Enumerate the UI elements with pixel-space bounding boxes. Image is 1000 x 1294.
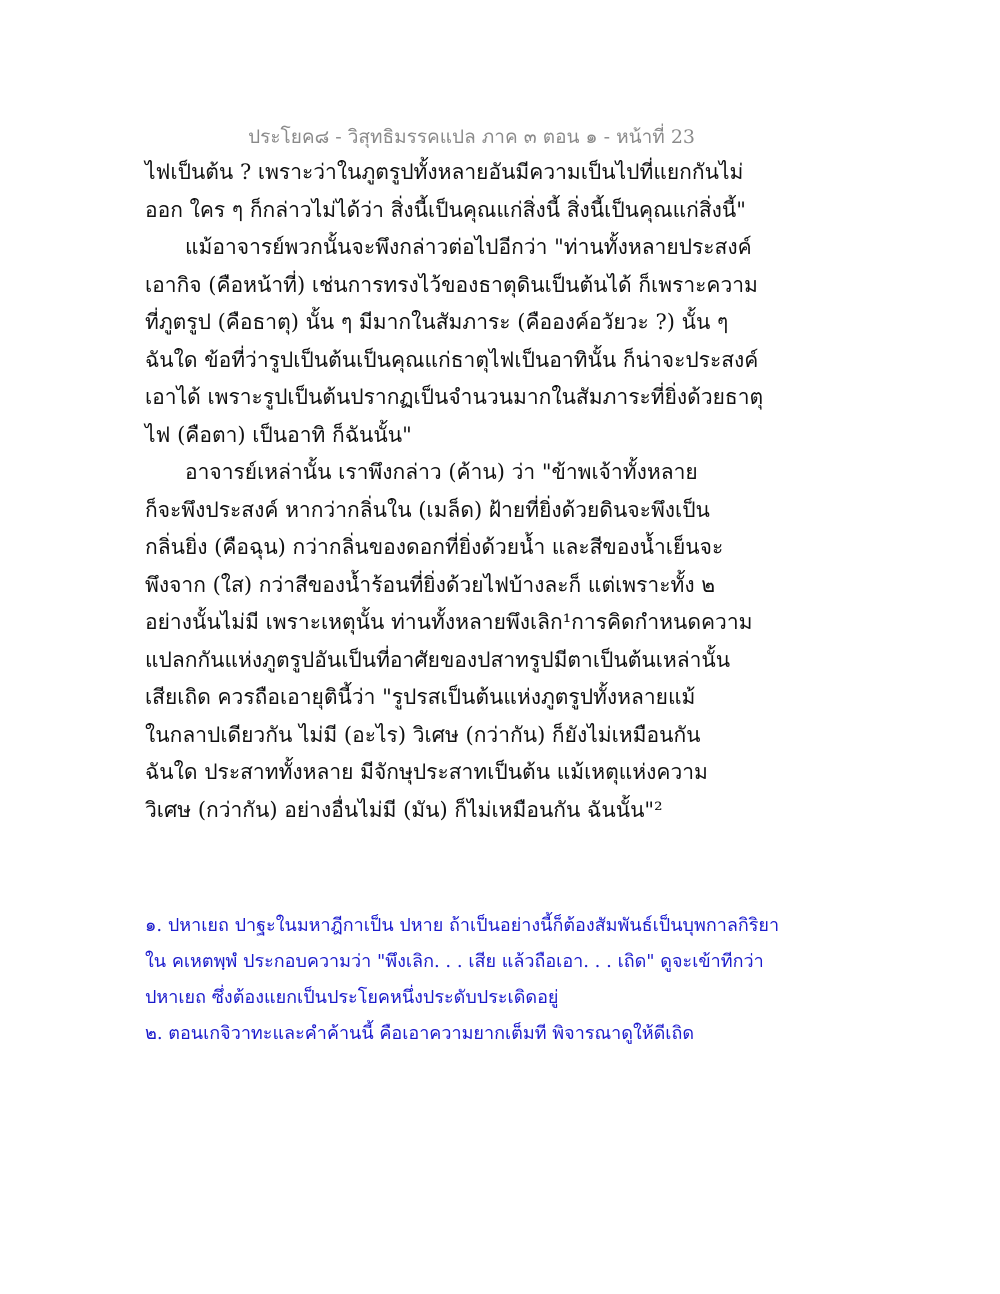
paragraph-start-line: แม้อาจารย์พวกนั้นจะพึงกล่าวต่อไปอีกว่า "ท่านทั้งหลายประสงค์ [185,235,752,259]
body-line: เอาได้ เพราะรูปเป็นต้นปรากฏเป็นจำนวนมากในสัมภาระที่ยิ่งด้วยธาตุ [145,385,764,409]
page-header: ประโยค๘ - วิสุทธิมรรคแปล ภาค ๓ ตอน ๑ - หน้าที่ 23 [248,126,695,148]
body-line: ที่ภูตรูป (คือธาตุ) นั้น ๆ มีมากในสัมภาระ (คือองค์อวัยวะ ?) นั้น ๆ [145,310,729,334]
body-line: วิเศษ (กว่ากัน) อย่างอื่นไม่มี (มัน) ก็ไม่เหมือนกัน ฉันนั้น"² [145,797,663,822]
body-line: ในกลาปเดียวกัน ไม่มี (อะไร) วิเศษ (กว่ากัน) ก็ยังไม่เหมือนกัน [145,722,701,747]
body-line: เสียเถิด ควรถือเอายุตินี้ว่า "รูปรสเป็นต้นแห่งภูตรูปทั้งหลายแม้ [145,685,696,709]
footnote-1-line: ใน คเหตพฺพํ ประกอบความว่า "พึงเลิก. . . เสีย แล้วถือเอา. . . เถิด" ดูจะเข้าทีกว่า [145,951,764,972]
body-text [145,154,764,829]
body-line: ไฟเป็นต้น ? เพราะว่าในภูตรูปทั้งหลายอันมีความเป็นไปที่แยกกันไม่ [145,160,744,184]
body-line: ฉันใด ข้อที่ว่ารูปเป็นต้นเป็นคุณแก่ธาตุไฟเป็นอาทินั้น ก็น่าจะประสงค์ [145,347,759,372]
body-line: กลิ่นยิ่ง (คือฉุน) กว่ากลิ่นของดอกที่ยิ่งด้วยน้ำ และสีของน้ำเย็นจะ [145,535,724,559]
body-line: อย่างนั้นไม่มี เพราะเหตุนั้น ท่านทั้งหลายพึงเลิก¹การคิดกำหนดความ [145,610,753,634]
body-line: ไฟ (คือตา) เป็นอาทิ ก็ฉันนั้น" [145,422,412,447]
body-line: แปลกกันแห่งภูตรูปอันเป็นที่อาศัยของปสาทรูปมีตาเป็นต้นเหล่านั้น [145,647,731,672]
footnote-2-line: ๒. ตอนเกจิวาทะและคำค้านนี้ คือเอาความยากเต็มที พิจารณาดูให้ดีเถิด [145,1023,695,1044]
body-line: ออก ใคร ๆ ก็กล่าวไม่ได้ว่า สิ่งนี้เป็นคุณแก่สิ่งนี้ สิ่งนี้เป็นคุณแก่สิ่งนี้" [145,197,746,222]
body-line: ก็จะพึงประสงค์ หากว่ากลิ่นใน (เมล็ด) ฝ้ายที่ยิ่งด้วยดินจะพึงเป็น [145,497,710,522]
paragraph-start-line: อาจารย์เหล่านั้น เราพึงกล่าว (ค้าน) ว่า "ข้าพเจ้าทั้งหลาย [185,460,698,484]
body-line: เอากิจ (คือหน้าที่) เช่นการทรงไว้ของธาตุดินเป็นต้นได้ ก็เพราะความ [145,272,758,297]
body-line: ฉันใด ประสาททั้งหลาย มีจักษุประสาทเป็นต้น แม้เหตุแห่งความ [145,760,708,784]
footnote-1-line: ปหาเยถ ซึ่งต้องแยกเป็นประโยคหนึ่งประดับประเดิดอยู่ [145,987,559,1008]
footnotes [145,908,780,1052]
body-line: พึงจาก (ใส) กว่าสีของน้ำร้อนที่ยิ่งด้วยไฟบ้างละก็ แต่เพราะทั้ง ๒ [145,572,716,597]
footnote-1-line: ๑. ปหาเยถ ปาฐะในมหาฎีกาเป็น ปหาย ถ้าเป็นอย่างนี้ก็ต้องสัมพันธ์เป็นบุพกาลกิริยา [145,915,780,936]
